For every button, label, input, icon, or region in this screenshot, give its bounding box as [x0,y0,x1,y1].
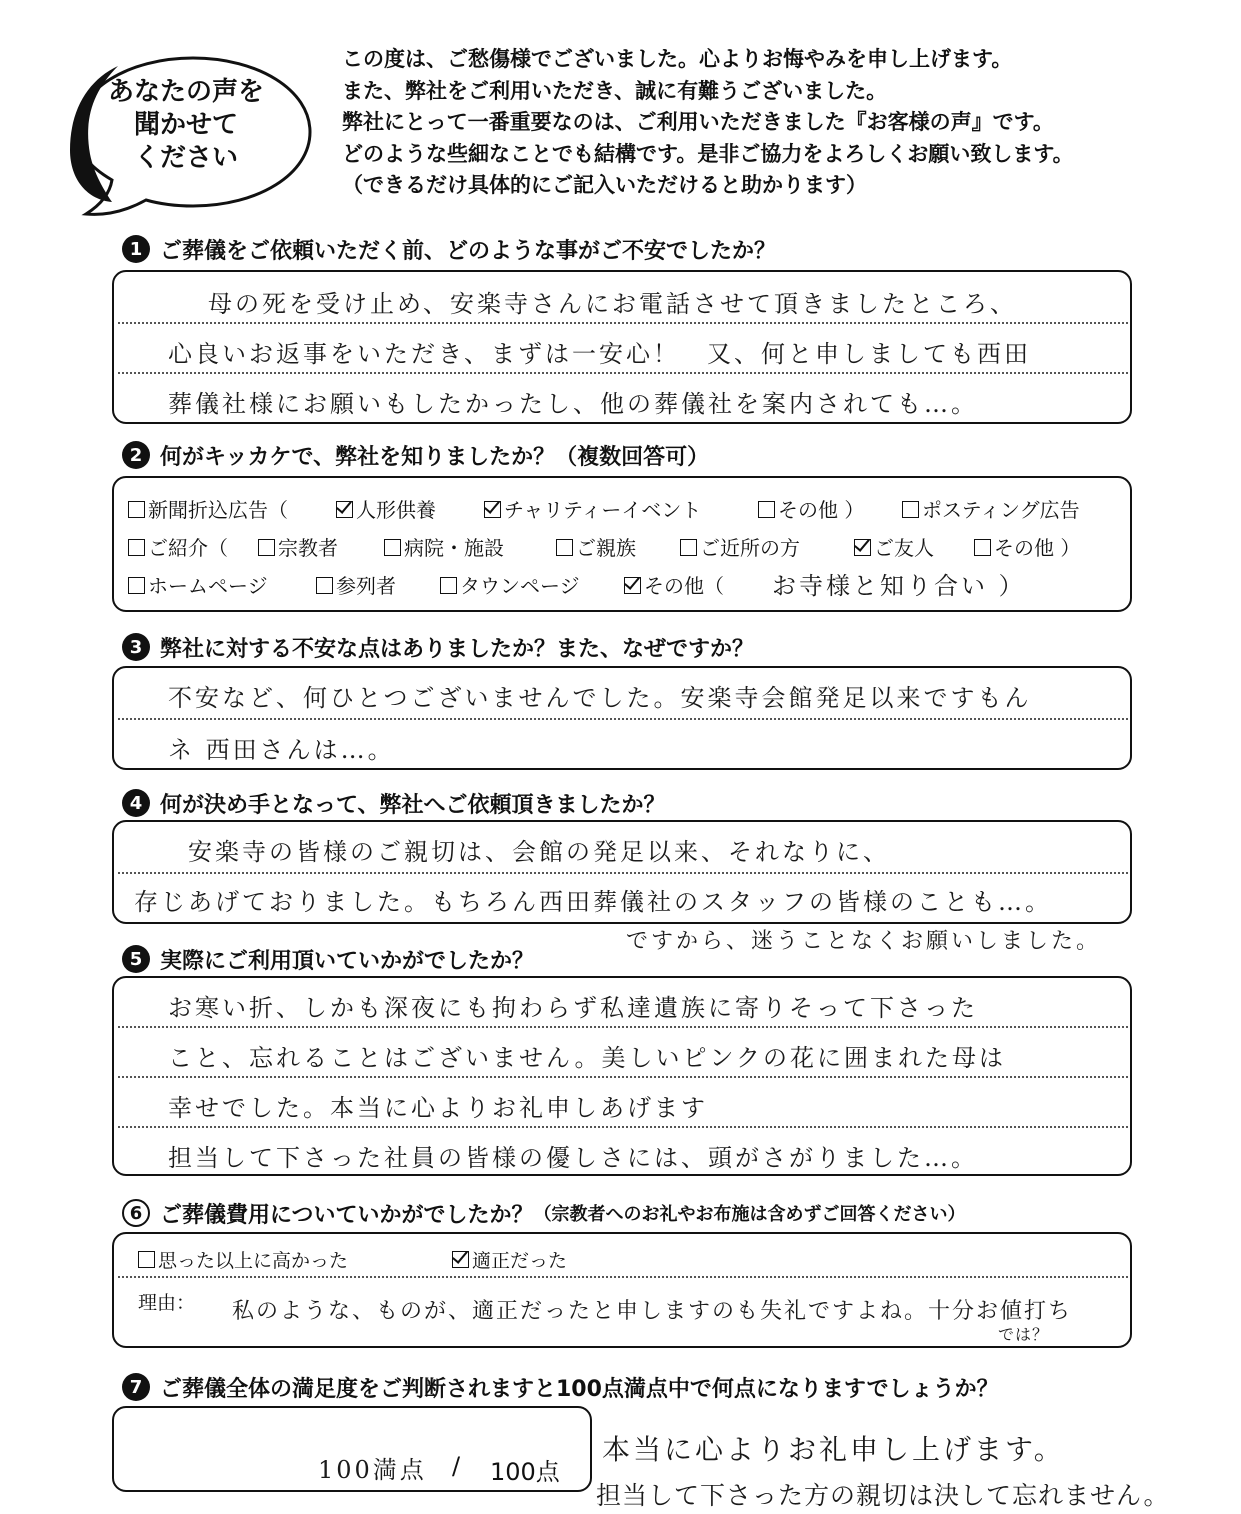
intro-line: （できるだけ具体的にご記入いただけると助かります） [342,173,867,197]
option-attendee[interactable]: 参列者 [316,570,396,599]
option-townpage[interactable]: タウンページ [440,570,580,599]
question-number: 7 [122,1373,150,1401]
question-text: 弊社に対する不安な点はありましたか？また、なぜですか？ [160,636,755,662]
checkbox-icon[interactable] [680,539,697,556]
question-1 [122,232,776,266]
question-number: 3 [122,633,150,661]
question-text: 実際にご利用頂いていかがでしたか？ [160,948,535,974]
checkbox-icon[interactable] [128,539,145,556]
checkbox-icon[interactable] [128,501,145,518]
question-number: 6 [122,1199,150,1227]
handwritten-answer: 幸せでした。本当に心よりお礼申しあげます [168,1094,708,1122]
handwritten-reason: 私のような、ものが、適正だったと申しますのも失礼ですよね。十分お値打ち [232,1299,1073,1324]
option-friends[interactable]: ご友人 [854,532,934,561]
handwritten-answer: 母の死を受け止め、安楽寺さんにお電話させて頂きましたところ、 [208,290,1018,318]
option-other-3[interactable]: その他（ [624,570,724,599]
checkbox-icon[interactable] [138,1251,155,1268]
handwritten-other: お寺様と知り合い ） [772,572,1026,600]
question-4 [122,786,666,820]
option-referral[interactable]: ご紹介（ [128,532,228,561]
handwritten-reason-sub: では？ [998,1325,1050,1344]
checkbox-icon[interactable] [974,539,991,556]
checkbox-icon[interactable] [556,539,573,556]
intro-line: 弊社にとって一番重要なのは、ご利用いただきました『お客様の声』です。 [342,110,1054,134]
handwritten-comment: 本当に心よりお礼申し上げます。 [602,1433,1065,1466]
handwritten-score: 100満点 [318,1456,427,1484]
option-posting[interactable]: ポスティング広告 [902,494,1080,523]
reason-label: 理由： [138,1292,196,1314]
option-appropriate[interactable]: 適正だった [452,1246,567,1273]
option-charity-event[interactable]: チャリティーイベント [484,494,701,523]
question-6 [122,1196,966,1230]
question-2 [122,438,709,472]
score-slash: / [452,1452,461,1480]
question-7 [122,1370,999,1404]
option-relatives[interactable]: ご親族 [556,532,636,561]
option-neighbors[interactable]: ご近所の方 [680,532,800,561]
handwritten-extra: ですから、迷うことなくお願いしました。 [626,929,1102,954]
option-hospital[interactable]: 病院・施設 [384,532,504,561]
handwritten-answer: 担当して下さった社員の皆様の優しさには、頭がさがりました…。 [168,1144,978,1172]
intro-text [342,44,1222,202]
checkbox-checked-icon[interactable] [624,577,641,594]
checkbox-icon[interactable] [758,501,775,518]
question-note: （宗教者へのお礼やお布施は含めずご回答ください） [533,1204,966,1225]
option-religious[interactable]: 宗教者 [258,532,338,561]
question-text: ご葬儀をご依頼いただく前、どのような事がご不安でしたか？ [160,238,777,264]
question-number: 4 [122,789,150,817]
handwritten-answer: こと、忘れることはございません。美しいピンクの花に囲まれた母は [168,1044,1006,1072]
checkbox-checked-icon[interactable] [336,501,353,518]
question-text: ご葬儀費用についていかがでしたか？ [160,1202,534,1228]
question-number: 2 [122,441,150,469]
option-newspaper[interactable]: 新聞折込広告（ [128,494,288,523]
checkbox-icon[interactable] [440,577,457,594]
intro-line: この度は、ご愁傷様でございました。心よりお悔やみを申し上げます。 [342,47,1013,71]
handwritten-answer: 存じあげておりました。もちろん西田葬儀社のスタッフの皆様のことも…。 [134,888,1052,916]
checkbox-icon[interactable] [384,539,401,556]
checkbox-checked-icon[interactable] [854,539,871,556]
handwritten-answer: お寒い折、しかも深夜にも拘わらず私達遺族に寄りそって下さった [168,994,978,1022]
intro-line: どのような些細なことでも結構です。是非ご協力をよろしくお願い致します。 [342,141,1074,166]
option-doll-memorial[interactable]: 人形供養 [336,494,436,523]
option-too-expensive[interactable]: 思った以上に高かった [138,1246,348,1273]
score-max: 100点 [490,1458,560,1486]
handwritten-answer: 心良いお返事をいただき、まずは一安心！ 又、何と申しましても西田 [168,340,1032,368]
handwritten-answer: 不安など、何ひとつございませんでした。安楽寺会館発足以来ですもん [168,684,1032,712]
option-other-2[interactable]: その他 ） [974,532,1080,561]
handwritten-answer: ネ 西田さんは…。 [168,736,395,764]
intro-line: また、弊社をご利用いただき、誠に有難うございました。 [342,78,888,103]
question-text: ご葬儀全体の満足度をご判断されますと100点満点中で何点になりますでしょうか？ [160,1376,999,1402]
option-homepage[interactable]: ホームページ [128,570,268,599]
handwritten-answer: 葬儀社様にお願いもしたかったし、他の葬儀社を案内されても…。 [168,390,978,418]
question-text: 何がキッカケで、弊社を知りましたか？（複数回答可） [160,444,710,470]
handwritten-comment: 担当して下さった方の親切は決して忘れません。 [596,1481,1170,1510]
question-5 [122,942,534,976]
question-number: 5 [122,945,150,973]
question-text: 何が決め手となって、弊社へご依頼頂きましたか？ [160,792,666,818]
checkbox-checked-icon[interactable] [484,501,501,518]
checkbox-icon[interactable] [316,577,333,594]
handwritten-answer: 安楽寺の皆様のご親切は、会館の発足以来、それなりに、 [188,838,890,866]
checkbox-checked-icon[interactable] [452,1251,469,1268]
question-3 [122,630,754,664]
checkbox-icon[interactable] [258,539,275,556]
checkbox-icon[interactable] [128,577,145,594]
bubble-caption: あなたの声を 聞かせて ください [107,77,264,173]
option-other-1[interactable]: その他 ） [758,494,864,523]
checkbox-icon[interactable] [902,501,919,518]
question-number: 1 [122,235,150,263]
